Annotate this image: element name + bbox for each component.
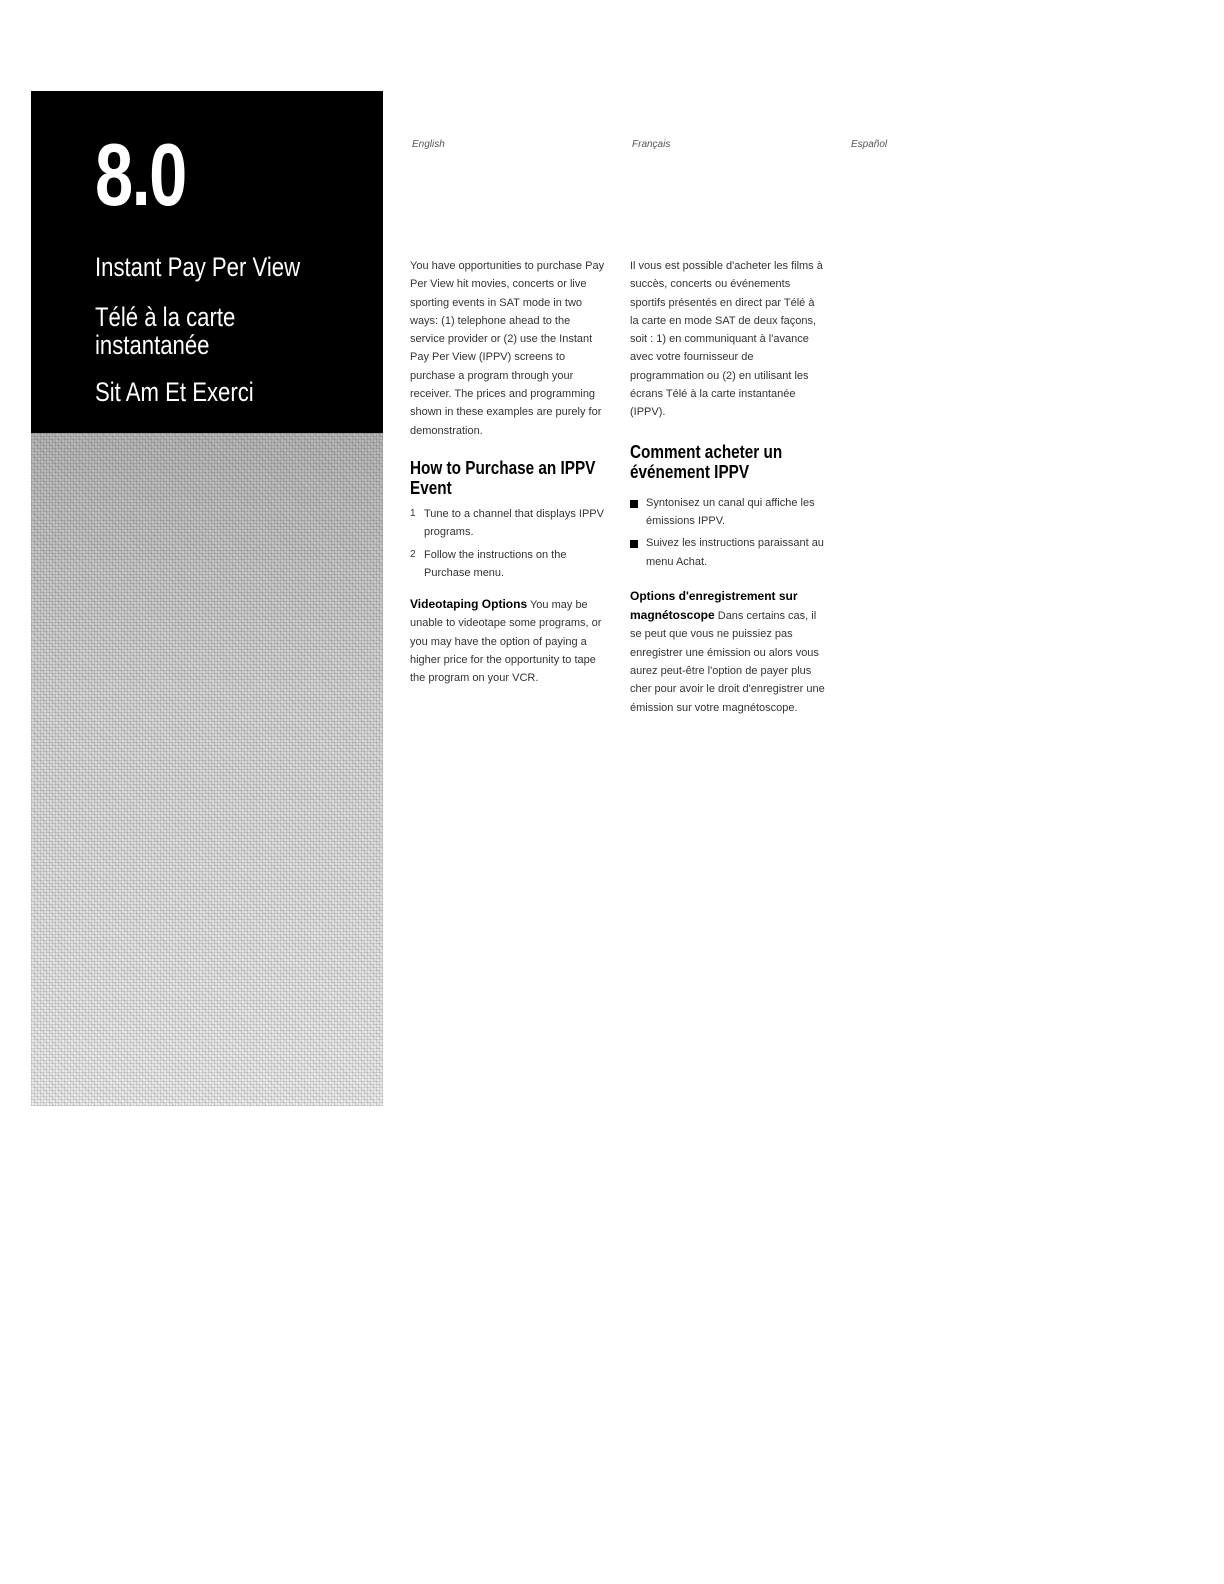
- section-title-spanish: Sit Am Et Exerci: [95, 377, 254, 407]
- step-number: 1: [410, 507, 416, 519]
- english-column: [410, 257, 605, 688]
- english-videotaping-paragraph: [410, 595, 605, 687]
- english-steps-list: [410, 505, 605, 582]
- french-videotaping-heading: Options d'enregistrement sur magnétoscope: [630, 588, 798, 623]
- french-videotaping-paragraph: [630, 587, 825, 717]
- french-intro-paragraph: Il vous est possible d'acheter les films à succès, concerts ou événements sportifs présentés en direct par Télé à la carte en mode SAT de deux façons, soit : 1) en communiquant à l'avance avec votre fournisseur de programmation ou (2) en utilisant les écrans Télé à la carte instantanée (IPPV).: [630, 260, 823, 419]
- square-bullet-icon: [630, 500, 638, 508]
- english-step-item: [410, 505, 605, 542]
- step-text: Tune to a channel that displays IPPV programs.: [424, 507, 604, 539]
- step-text: Suivez les instructions paraissant au menu Achat.: [646, 537, 824, 568]
- step-text: Syntonisez un canal qui affiche les émissions IPPV.: [646, 496, 815, 527]
- french-steps-list: [630, 494, 825, 571]
- decorative-texture-panel: [31, 433, 383, 1106]
- step-text: Follow the instructions on the Purchase menu.: [424, 548, 567, 579]
- section-header-block: [31, 91, 383, 433]
- language-label-spanish: Español: [851, 139, 888, 150]
- english-intro-paragraph: You have opportunities to purchase Pay Per View hit movies, concerts or live sporting events in SAT mode in two ways: (1) telephone ahead to the service provider or (2) use the Instant Pay Per View (IPPV) screens to purchase a program through your receiver. The prices and programming shown in these examples are purely for demonstration.: [410, 260, 605, 437]
- french-purchase-heading: Comment acheter un événement IPPV: [630, 441, 783, 482]
- section-number: 8.0: [95, 125, 186, 224]
- french-step-item: [630, 534, 825, 571]
- english-videotaping-text: You may be unable to videotape some programs, or you may have the option of paying a higher price for the opportunity to tape the program on your VCR.: [410, 599, 602, 685]
- french-column: [630, 257, 825, 717]
- section-title-french: [95, 303, 325, 359]
- language-label-english: English: [412, 139, 445, 150]
- english-purchase-heading: How to Purchase an IPPV Event: [410, 457, 596, 498]
- french-videotaping-text: Dans certains cas, il se peut que vous ne puissiez pas enregistrer une émission ou alors vous aurez peut-être l'option de payer plus cher pour avoir le droit d'enregistrer une émission sur votre magnétoscope.: [630, 610, 825, 714]
- english-videotaping-heading: Videotaping Options: [410, 597, 528, 612]
- section-title-english: Instant Pay Per View: [95, 252, 301, 282]
- english-step-item: [410, 546, 605, 583]
- language-label-french: Français: [632, 139, 671, 150]
- square-bullet-icon: [630, 540, 638, 548]
- step-number: 2: [410, 548, 416, 560]
- french-step-item: [630, 494, 825, 531]
- section-title-french-text: Télé à la carte instantanée: [95, 302, 236, 360]
